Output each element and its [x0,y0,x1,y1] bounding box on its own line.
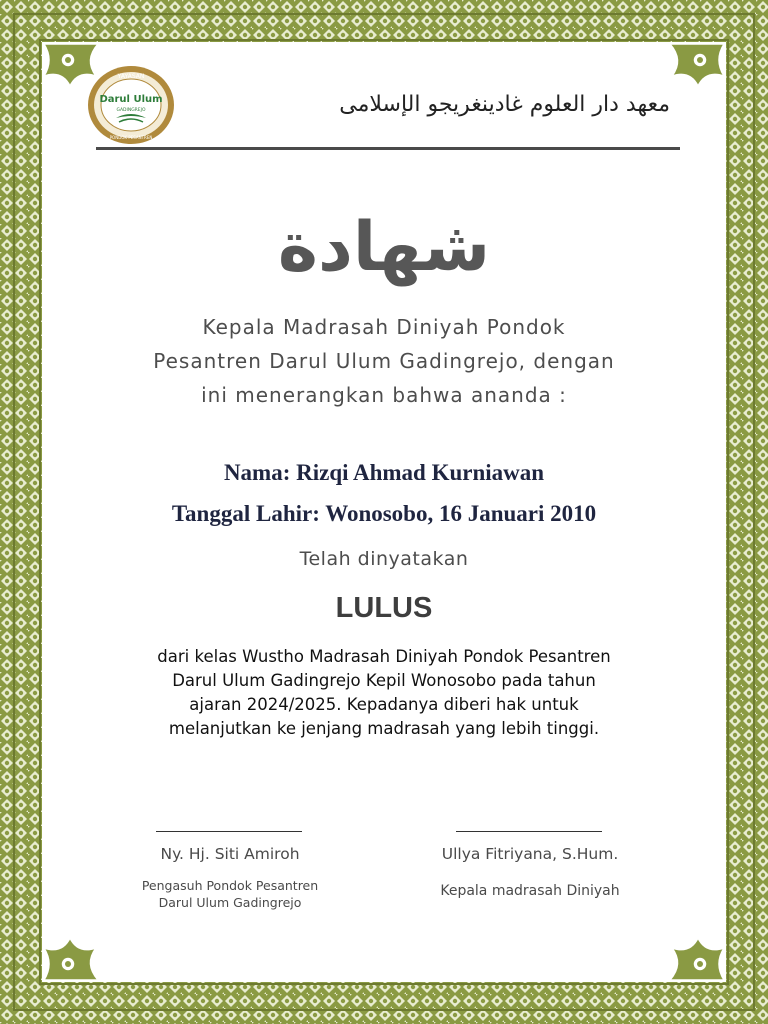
body-line: melanjutkan ke jenjang madrasah yang lebih tinggi. [168,719,600,738]
body-paragraph [140,645,628,741]
result-status: LULUS [335,592,433,624]
body-line: Darul Ulum Gadingrejo Kepil Wonosobo pada tahun [172,671,596,690]
logo-text-bottom: PONDOK PESANTREN [109,135,153,140]
institution-name-arabic: معهد دار العلوم غادينغريجو الإسلامى [339,92,670,117]
logo-text-top: YAYASAN [117,73,145,80]
role-line: Darul Ulum Gadingrejo [158,895,302,910]
logo-text-main: Darul Ulum [99,94,163,105]
body-line: dari kelas Wustho Madrasah Diniyah Pondok Pesantren [157,647,611,666]
logo-text-sub: GADINGREJO [116,108,146,113]
signature-line-right [456,831,602,832]
institution-logo [86,64,176,146]
intro-line: Pesantren Darul Ulum Gadingrejo, dengan [153,349,615,373]
signatory-left-role [100,877,360,911]
role-line: Kepala madrasah Diniyah [440,883,620,899]
student-name: Nama: Rizqi Ahmad Kurniawan [223,460,545,485]
header-divider [96,147,680,150]
student-birth-info: Tanggal Lahir: Wonosobo, 16 Januari 2010 [171,501,597,526]
intro-paragraph [120,310,648,412]
intro-line: Kepala Madrasah Diniyah Pondok [202,315,566,339]
signatory-right-role [400,883,660,900]
certificate-title: شهادة [277,208,491,287]
signatory-left-name: Ny. Hj. Siti Amiroh [160,845,300,863]
role-line: Pengasuh Pondok Pesantren [141,878,319,893]
signature-line-left [156,831,302,832]
declared-text: Telah dinyatakan [299,548,469,570]
signatory-right-name: Ullya Fitriyana, S.Hum. [441,845,619,863]
intro-line: ini menerangkan bahwa ananda : [201,383,567,407]
body-line: ajaran 2024/2025. Kepadanya diberi hak untuk [189,695,579,714]
